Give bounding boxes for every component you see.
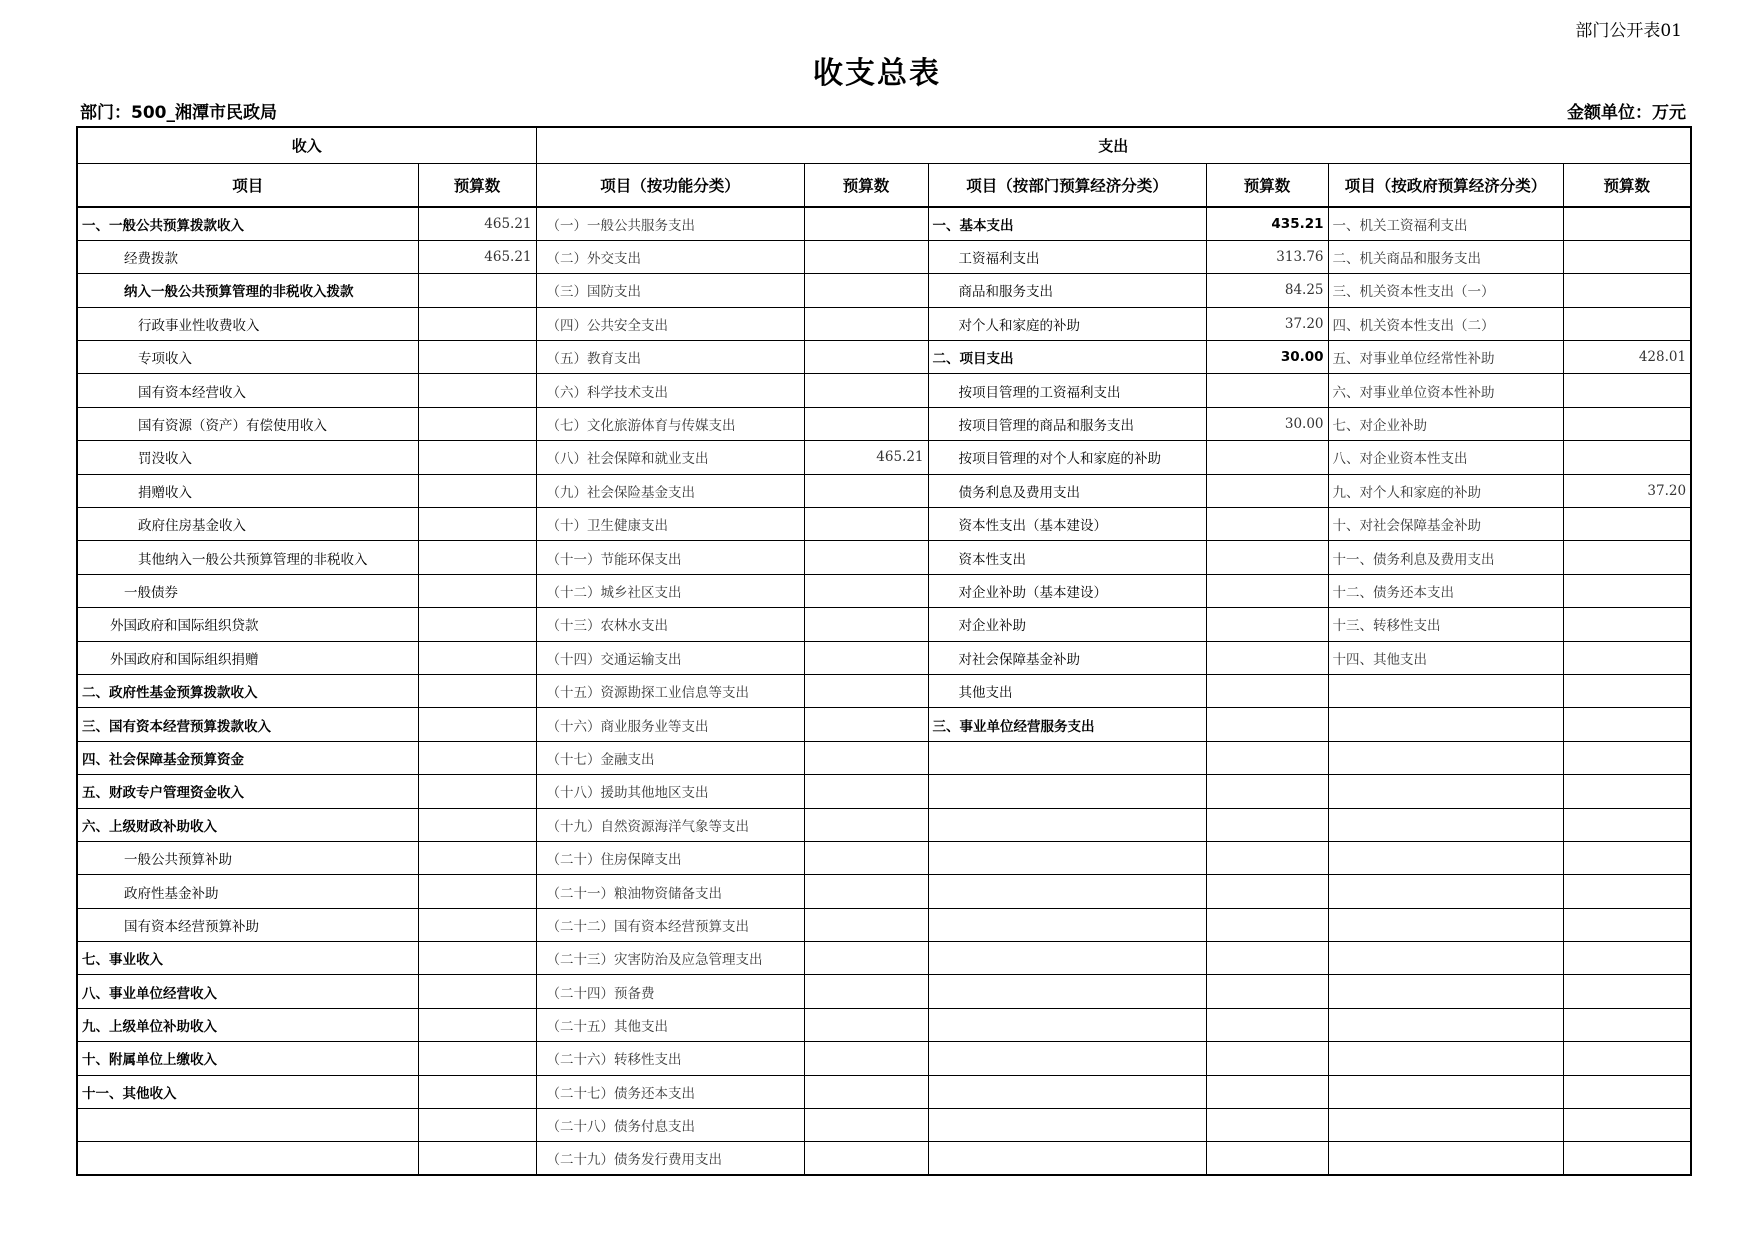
dept-econ-item: 对企业补助（基本建设）	[928, 574, 1206, 607]
income-item: 三、国有资本经营预算拨款收入	[77, 708, 418, 741]
income-item: 十、附属单位上缴收入	[77, 1042, 418, 1075]
dept-econ-item: 一、基本支出	[928, 207, 1206, 240]
table-row	[77, 1075, 1691, 1108]
gov-econ-item	[1328, 1042, 1563, 1075]
gov-econ-item: 一、机关工资福利支出	[1328, 207, 1563, 240]
dept-econ-budget	[1206, 1042, 1328, 1075]
income-item: 五、财政专户管理资金收入	[77, 775, 418, 808]
income-budget	[418, 574, 536, 607]
income-budget	[418, 274, 536, 307]
table-row	[77, 541, 1691, 574]
gov-econ-budget	[1563, 608, 1691, 641]
func-item: （十五）资源勘探工业信息等支出	[536, 674, 804, 707]
gov-econ-budget	[1563, 1142, 1691, 1175]
income-budget	[418, 1042, 536, 1075]
table-row	[77, 574, 1691, 607]
gov-econ-budget: 37.20	[1563, 474, 1691, 507]
gov-econ-item: 十二、债务还本支出	[1328, 574, 1563, 607]
table-row	[77, 1042, 1691, 1075]
func-budget	[804, 474, 928, 507]
dept-econ-budget	[1206, 708, 1328, 741]
gov-econ-budget	[1563, 441, 1691, 474]
income-item: 十一、其他收入	[77, 1075, 418, 1108]
dept-econ-item: 对个人和家庭的补助	[928, 307, 1206, 340]
dept-econ-item: 三、事业单位经营服务支出	[928, 708, 1206, 741]
income-item-header: 项目	[77, 163, 418, 207]
gov-econ-item	[1328, 1109, 1563, 1142]
table-row	[77, 942, 1691, 975]
table-row	[77, 975, 1691, 1008]
func-item: （十四）交通运输支出	[536, 641, 804, 674]
income-budget	[418, 541, 536, 574]
func-budget: 465.21	[804, 441, 928, 474]
func-item: （十七）金融支出	[536, 741, 804, 774]
func-budget	[804, 708, 928, 741]
func-item: （二十九）债务发行费用支出	[536, 1142, 804, 1175]
dept-econ-item: 商品和服务支出	[928, 274, 1206, 307]
gov-econ-budget	[1563, 374, 1691, 407]
income-item: 罚没收入	[77, 441, 418, 474]
table-number-label: 部门公开表01	[1575, 21, 1682, 41]
dept-econ-item	[928, 1142, 1206, 1175]
gov-econ-budget	[1563, 541, 1691, 574]
func-budget	[804, 574, 928, 607]
dept-econ-item	[928, 1109, 1206, 1142]
func-budget	[804, 508, 928, 541]
func-item: （十九）自然资源海洋气象等支出	[536, 808, 804, 841]
gov-econ-item	[1328, 975, 1563, 1008]
func-item: （二十一）粮油物资储备支出	[536, 875, 804, 908]
func-item: （七）文化旅游体育与传媒支出	[536, 407, 804, 440]
dept-econ-budget	[1206, 1109, 1328, 1142]
dept-econ-item: 二、项目支出	[928, 341, 1206, 374]
func-item: （十八）援助其他地区支出	[536, 775, 804, 808]
table-row	[77, 608, 1691, 641]
gov-econ-budget	[1563, 908, 1691, 941]
func-budget	[804, 775, 928, 808]
income-budget	[418, 674, 536, 707]
func-item: （十六）商业服务业等支出	[536, 708, 804, 741]
income-budget	[418, 808, 536, 841]
dept-econ-budget: 84.25	[1206, 274, 1328, 307]
gov-econ-item: 七、对企业补助	[1328, 407, 1563, 440]
dept-econ-budget	[1206, 808, 1328, 841]
dept-econ-budget	[1206, 1008, 1328, 1041]
func-budget	[804, 307, 928, 340]
dept-econ-item	[928, 775, 1206, 808]
income-budget	[418, 741, 536, 774]
table-row	[77, 441, 1691, 474]
gov-econ-budget	[1563, 1109, 1691, 1142]
func-budget	[804, 1142, 928, 1175]
dept-econ-budget	[1206, 875, 1328, 908]
gov-econ-budget	[1563, 574, 1691, 607]
gov-econ-item	[1328, 1008, 1563, 1041]
income-item: 专项收入	[77, 341, 418, 374]
func-item: （二十六）转移性支出	[536, 1042, 804, 1075]
dept-econ-budget	[1206, 775, 1328, 808]
dept-econ-item: 工资福利支出	[928, 240, 1206, 273]
table-row	[77, 1109, 1691, 1142]
expense-header: 支出	[536, 127, 1691, 163]
dept-econ-item: 对社会保障基金补助	[928, 641, 1206, 674]
income-budget	[418, 474, 536, 507]
income-budget	[418, 942, 536, 975]
table-row	[77, 508, 1691, 541]
dept-econ-budget	[1206, 674, 1328, 707]
dept-econ-budget	[1206, 474, 1328, 507]
income-budget-header: 预算数	[418, 163, 536, 207]
income-item: 国有资本经营收入	[77, 374, 418, 407]
income-header: 收入	[77, 127, 536, 163]
func-item: （二十二）国有资本经营预算支出	[536, 908, 804, 941]
gov-econ-budget	[1563, 641, 1691, 674]
income-item: 政府性基金补助	[77, 875, 418, 908]
dept-econ-budget	[1206, 841, 1328, 874]
table-row	[77, 341, 1691, 374]
func-budget	[804, 875, 928, 908]
dept-econ-budget	[1206, 374, 1328, 407]
dept-econ-item	[928, 1042, 1206, 1075]
dept-econ-budget: 30.00	[1206, 407, 1328, 440]
func-item: （十三）农林水支出	[536, 608, 804, 641]
income-item: 六、上级财政补助收入	[77, 808, 418, 841]
gov-econ-item	[1328, 1142, 1563, 1175]
dept-econ-item: 按项目管理的对个人和家庭的补助	[928, 441, 1206, 474]
income-item: 捐赠收入	[77, 474, 418, 507]
income-item: 一般公共预算补助	[77, 841, 418, 874]
table-row	[77, 307, 1691, 340]
income-budget	[418, 407, 536, 440]
income-budget	[418, 775, 536, 808]
dept-econ-budget	[1206, 608, 1328, 641]
func-budget	[804, 841, 928, 874]
dept-econ-item	[928, 875, 1206, 908]
dept-econ-budget	[1206, 942, 1328, 975]
func-item: （五）教育支出	[536, 341, 804, 374]
func-item: （二）外交支出	[536, 240, 804, 273]
gov-econ-item: 十四、其他支出	[1328, 641, 1563, 674]
dept-econ-item	[928, 1075, 1206, 1108]
income-item: 纳入一般公共预算管理的非税收入拨款	[77, 274, 418, 307]
func-item: （十）卫生健康支出	[536, 508, 804, 541]
func-budget	[804, 207, 928, 240]
income-item: 四、社会保障基金预算资金	[77, 741, 418, 774]
table-row	[77, 875, 1691, 908]
func-item: （十一）节能环保支出	[536, 541, 804, 574]
gov-econ-budget	[1563, 407, 1691, 440]
dept-econ-item	[928, 942, 1206, 975]
func-item: （二十五）其他支出	[536, 1008, 804, 1041]
table-row	[77, 841, 1691, 874]
gov-econ-item: 三、机关资本性支出（一）	[1328, 274, 1563, 307]
gov-econ-item: 二、机关商品和服务支出	[1328, 240, 1563, 273]
gov-econ-budget	[1563, 274, 1691, 307]
gov-econ-item	[1328, 708, 1563, 741]
dept-econ-item: 按项目管理的工资福利支出	[928, 374, 1206, 407]
func-item: （八）社会保障和就业支出	[536, 441, 804, 474]
func-budget	[804, 1075, 928, 1108]
func-item: （二十七）债务还本支出	[536, 1075, 804, 1108]
gov-econ-budget	[1563, 207, 1691, 240]
dept-econ-item	[928, 975, 1206, 1008]
gov-econ-budget	[1563, 975, 1691, 1008]
dept-econ-item: 其他支出	[928, 674, 1206, 707]
dept-econ-budget	[1206, 641, 1328, 674]
func-budget	[804, 741, 928, 774]
func-item: （二十三）灾害防治及应急管理支出	[536, 942, 804, 975]
func-budget	[804, 1008, 928, 1041]
gov-econ-budget	[1563, 307, 1691, 340]
gov-econ-budget	[1563, 775, 1691, 808]
dept-econ-budget: 313.76	[1206, 240, 1328, 273]
dept-econ-item: 债务利息及费用支出	[928, 474, 1206, 507]
func-budget	[804, 808, 928, 841]
dept-econ-budget-header: 预算数	[1206, 163, 1328, 207]
income-item: 九、上级单位补助收入	[77, 1008, 418, 1041]
gov-econ-item	[1328, 1075, 1563, 1108]
dept-econ-item: 资本性支出（基本建设）	[928, 508, 1206, 541]
table-row	[77, 708, 1691, 741]
func-budget	[804, 975, 928, 1008]
func-budget	[804, 608, 928, 641]
gov-econ-budget	[1563, 508, 1691, 541]
income-budget	[418, 908, 536, 941]
gov-econ-budget	[1563, 1008, 1691, 1041]
income-budget: 465.21	[418, 207, 536, 240]
income-budget: 465.21	[418, 240, 536, 273]
func-budget	[804, 274, 928, 307]
func-item: （十二）城乡社区支出	[536, 574, 804, 607]
income-budget	[418, 608, 536, 641]
gov-econ-budget	[1563, 674, 1691, 707]
income-item: 七、事业收入	[77, 942, 418, 975]
income-budget	[418, 841, 536, 874]
gov-econ-item: 十三、转移性支出	[1328, 608, 1563, 641]
func-budget	[804, 407, 928, 440]
gov-econ-item-header: 项目（按政府预算经济分类）	[1328, 163, 1563, 207]
func-budget	[804, 641, 928, 674]
income-budget	[418, 875, 536, 908]
income-item: 外国政府和国际组织捐赠	[77, 641, 418, 674]
income-item: 一般债券	[77, 574, 418, 607]
dept-econ-item	[928, 1008, 1206, 1041]
income-item	[77, 1109, 418, 1142]
gov-econ-item	[1328, 875, 1563, 908]
gov-econ-budget	[1563, 875, 1691, 908]
gov-econ-item: 八、对企业资本性支出	[1328, 441, 1563, 474]
dept-econ-budget: 37.20	[1206, 307, 1328, 340]
gov-econ-item: 九、对个人和家庭的补助	[1328, 474, 1563, 507]
income-budget	[418, 708, 536, 741]
income-item	[77, 1142, 418, 1175]
gov-econ-budget	[1563, 708, 1691, 741]
func-item: （二十）住房保障支出	[536, 841, 804, 874]
func-budget	[804, 942, 928, 975]
gov-econ-item	[1328, 775, 1563, 808]
income-item: 行政事业性收费收入	[77, 307, 418, 340]
gov-econ-item	[1328, 942, 1563, 975]
gov-econ-budget	[1563, 1042, 1691, 1075]
department-label: 部门：500_湘潭市民政局	[80, 103, 277, 123]
func-item-header: 项目（按功能分类）	[536, 163, 804, 207]
gov-econ-item: 六、对事业单位资本性补助	[1328, 374, 1563, 407]
table-row	[77, 207, 1691, 240]
gov-econ-item	[1328, 841, 1563, 874]
func-item: （四）公共安全支出	[536, 307, 804, 340]
income-item: 政府住房基金收入	[77, 508, 418, 541]
func-budget	[804, 674, 928, 707]
gov-econ-item	[1328, 808, 1563, 841]
income-budget	[418, 1008, 536, 1041]
table-row	[77, 274, 1691, 307]
gov-econ-item	[1328, 908, 1563, 941]
table-row	[77, 240, 1691, 273]
dept-econ-budget	[1206, 541, 1328, 574]
gov-econ-budget: 428.01	[1563, 341, 1691, 374]
gov-econ-item: 十、对社会保障基金补助	[1328, 508, 1563, 541]
gov-econ-budget	[1563, 240, 1691, 273]
gov-econ-budget	[1563, 942, 1691, 975]
dept-econ-item	[928, 808, 1206, 841]
gov-econ-budget	[1563, 808, 1691, 841]
gov-econ-budget-header: 预算数	[1563, 163, 1691, 207]
income-item: 八、事业单位经营收入	[77, 975, 418, 1008]
func-budget	[804, 908, 928, 941]
dept-econ-item: 按项目管理的商品和服务支出	[928, 407, 1206, 440]
func-budget	[804, 1109, 928, 1142]
income-budget	[418, 975, 536, 1008]
dept-econ-budget	[1206, 741, 1328, 774]
budget-summary-table	[76, 126, 1692, 1176]
gov-econ-item	[1328, 674, 1563, 707]
table-row	[77, 908, 1691, 941]
income-item: 国有资本经营预算补助	[77, 908, 418, 941]
dept-econ-budget: 30.00	[1206, 341, 1328, 374]
income-item: 外国政府和国际组织贷款	[77, 608, 418, 641]
func-item: （九）社会保险基金支出	[536, 474, 804, 507]
dept-econ-budget	[1206, 975, 1328, 1008]
dept-econ-budget: 435.21	[1206, 207, 1328, 240]
income-item: 经费拨款	[77, 240, 418, 273]
dept-econ-budget	[1206, 441, 1328, 474]
func-budget	[804, 1042, 928, 1075]
dept-econ-budget	[1206, 1075, 1328, 1108]
income-budget	[418, 441, 536, 474]
income-item: 二、政府性基金预算拨款收入	[77, 674, 418, 707]
income-budget	[418, 341, 536, 374]
table-row	[77, 741, 1691, 774]
dept-econ-item: 对企业补助	[928, 608, 1206, 641]
gov-econ-item: 十一、债务利息及费用支出	[1328, 541, 1563, 574]
dept-econ-item-header: 项目（按部门预算经济分类）	[928, 163, 1206, 207]
func-item: （二十八）债务付息支出	[536, 1109, 804, 1142]
gov-econ-item: 四、机关资本性支出（二）	[1328, 307, 1563, 340]
table-row	[77, 775, 1691, 808]
income-budget	[418, 1142, 536, 1175]
func-budget	[804, 541, 928, 574]
dept-econ-budget	[1206, 908, 1328, 941]
income-budget	[418, 1109, 536, 1142]
income-budget	[418, 508, 536, 541]
func-item: （二十四）预备费	[536, 975, 804, 1008]
table-row	[77, 474, 1691, 507]
income-budget	[418, 374, 536, 407]
gov-econ-item	[1328, 741, 1563, 774]
func-item: （一）一般公共服务支出	[536, 207, 804, 240]
func-budget	[804, 240, 928, 273]
func-item: （三）国防支出	[536, 274, 804, 307]
dept-econ-item	[928, 841, 1206, 874]
table-row	[77, 674, 1691, 707]
income-item: 国有资源（资产）有偿使用收入	[77, 407, 418, 440]
gov-econ-budget	[1563, 841, 1691, 874]
table-row	[77, 374, 1691, 407]
dept-econ-item	[928, 908, 1206, 941]
dept-econ-budget	[1206, 574, 1328, 607]
func-budget	[804, 374, 928, 407]
income-item: 一、一般公共预算拨款收入	[77, 207, 418, 240]
table-row	[77, 641, 1691, 674]
income-budget	[418, 307, 536, 340]
table-row	[77, 407, 1691, 440]
page-title: 收支总表	[813, 56, 941, 91]
dept-econ-item	[928, 741, 1206, 774]
func-budget	[804, 341, 928, 374]
table-row	[77, 1142, 1691, 1175]
table-row	[77, 1008, 1691, 1041]
dept-econ-budget	[1206, 508, 1328, 541]
gov-econ-budget	[1563, 1075, 1691, 1108]
unit-label: 金额单位：万元	[1567, 103, 1686, 123]
gov-econ-budget	[1563, 741, 1691, 774]
income-item: 其他纳入一般公共预算管理的非税收入	[77, 541, 418, 574]
gov-econ-item: 五、对事业单位经常性补助	[1328, 341, 1563, 374]
func-item: （六）科学技术支出	[536, 374, 804, 407]
income-budget	[418, 641, 536, 674]
dept-econ-budget	[1206, 1142, 1328, 1175]
income-budget	[418, 1075, 536, 1108]
func-budget-header: 预算数	[804, 163, 928, 207]
table-row	[77, 808, 1691, 841]
dept-econ-item: 资本性支出	[928, 541, 1206, 574]
